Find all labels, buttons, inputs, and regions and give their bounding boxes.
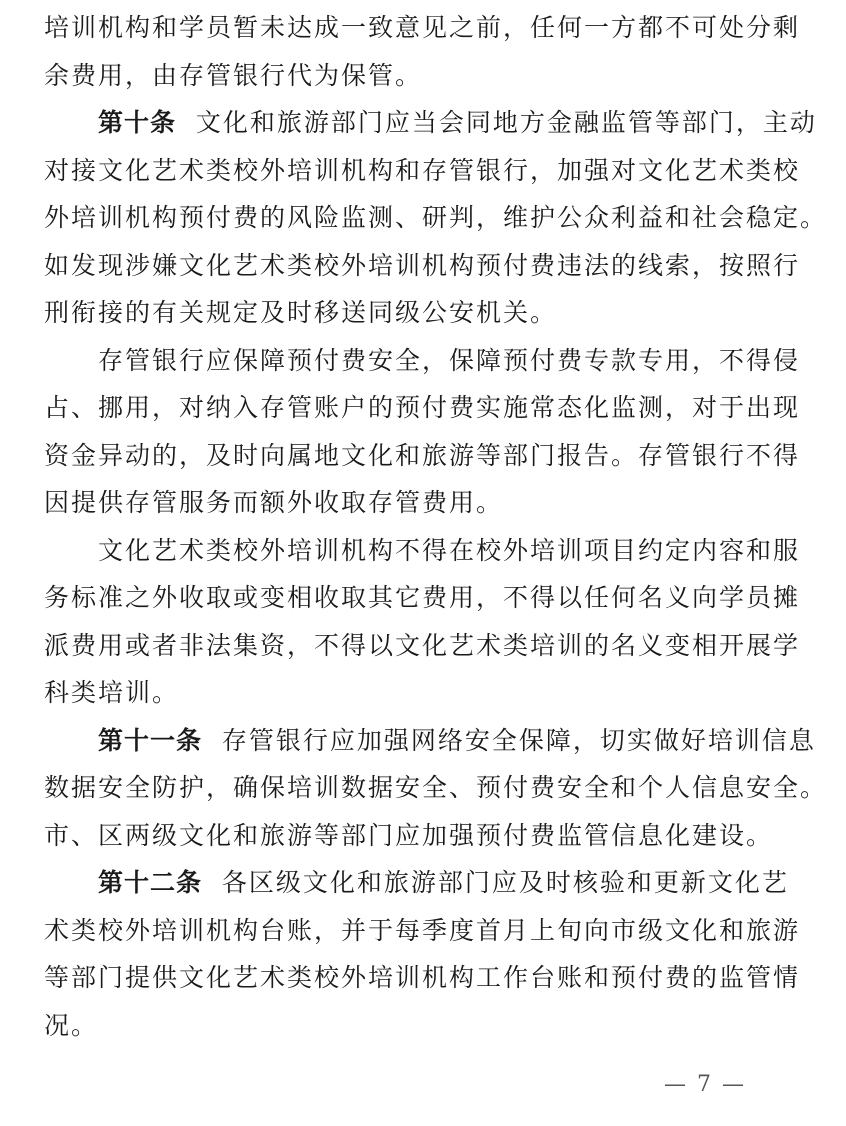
page-number: — 7 —	[664, 1072, 746, 1097]
text-line: 如发现涉嫌文化艺术类校外培训机构预付费违法的线索，按照行	[44, 250, 801, 280]
text-line: 务标准之外收取或变相收取其它费用，不得以任何名义向学员摊	[44, 583, 801, 612]
text-span: 存管银行应加强网络安全保障，切实做好培训信息	[221, 725, 816, 755]
text-line: 派费用或者非法集资，不得以文化艺术类培训的名义变相开展学	[44, 630, 801, 660]
article-heading: 第十二条	[98, 868, 203, 897]
text-line: 数据安全防护，确保培训数据安全、预付费安全和个人信息安全。	[44, 773, 828, 802]
text-span: 文化和旅游部门应当会同地方金融监管等部门，主动	[195, 108, 817, 137]
text-line: 术类校外培训机构台账，并于每季度首月上旬向市级文化和旅游	[44, 915, 801, 945]
body-text	[44, 0, 828, 1049]
article-heading: 第十一条	[98, 725, 203, 755]
text-line: 市、区两级文化和旅游等部门应加强预付费监管信息化建设。	[44, 820, 774, 850]
text-line: 文化艺术类校外培训机构不得在校外培训项目约定内容和服	[98, 535, 801, 565]
text-line: 外培训机构预付费的风险监测、研判，维护公众利益和社会稳定。	[44, 203, 828, 232]
article-heading: 第十条	[98, 108, 177, 137]
article-10-first-line	[44, 99, 817, 147]
text-line: 等部门提供文化艺术类校外培训机构工作台账和预付费的监管情	[44, 963, 801, 992]
text-line: 培训机构和学员暂未达成一致意见之前，任何一方都不可处分剩	[44, 13, 801, 42]
text-line: 况。	[44, 1010, 99, 1040]
text-line: 占、挪用，对纳入存管账户的预付费实施常态化监测，对于出现	[44, 393, 801, 422]
text-span: 各区级文化和旅游部门应及时核验和更新文化艺	[221, 868, 789, 897]
article-11-first-line	[44, 717, 816, 765]
text-line: 存管银行应保障预付费安全，保障预付费专款专用，不得侵	[98, 345, 801, 375]
text-line: 刑衔接的有关规定及时移送同级公安机关。	[44, 298, 558, 327]
text-line: 科类培训。	[44, 678, 180, 707]
article-12-first-line	[44, 859, 806, 907]
text-line: 因提供存管服务而额外收取存管费用。	[44, 488, 504, 517]
text-line: 对接文化艺术类校外培训机构和存管银行，加强对文化艺术类校	[44, 155, 801, 185]
text-line: 资金异动的，及时向属地文化和旅游等部门报告。存管银行不得	[44, 440, 801, 470]
text-line: 余费用，由存管银行代为保管。	[44, 60, 423, 90]
